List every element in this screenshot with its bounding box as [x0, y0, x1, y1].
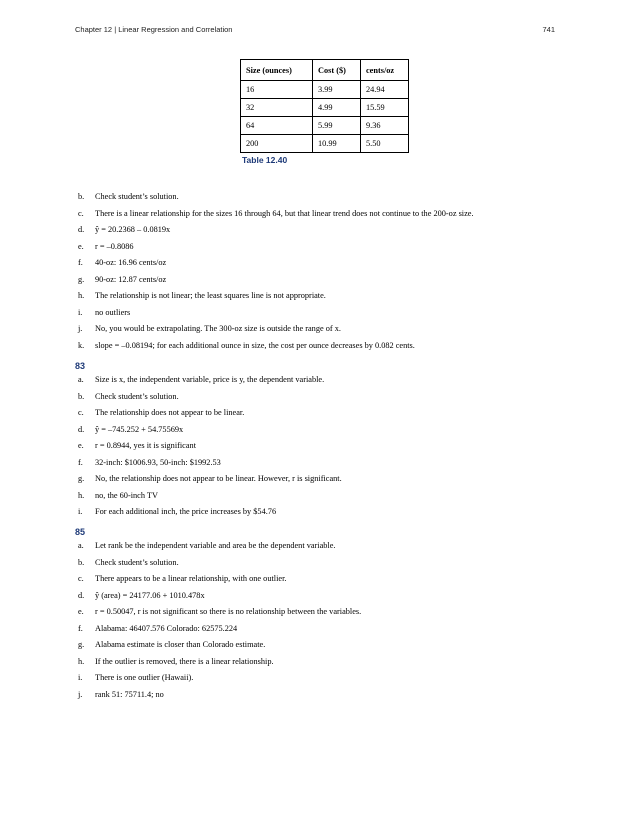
item-label: i.	[78, 307, 83, 317]
item-text: no, the 60-inch TV	[95, 490, 158, 500]
question-number-85: 85	[75, 527, 86, 537]
item-text: The relationship is not linear; the least squares line is not appropriate.	[95, 291, 326, 301]
item-label: j.	[78, 324, 83, 334]
list-item	[75, 424, 342, 441]
item-label: d.	[78, 590, 85, 600]
item-label: d.	[78, 424, 85, 434]
item-label: b.	[78, 557, 85, 567]
item-text: r = 0.8944, yes it is significant	[95, 441, 197, 451]
item-label: j.	[78, 689, 83, 699]
list-item	[75, 440, 342, 457]
item-text: If the outlier is removed, there is a linear relationship.	[95, 656, 274, 666]
data-table	[240, 59, 409, 153]
answer-list	[75, 191, 474, 356]
item-label: h.	[78, 656, 85, 666]
item-text: r = 0.50047, r is not significant so there is no relationship between the variables.	[95, 607, 362, 617]
table-caption: Table 12.40	[242, 155, 288, 165]
item-label: e.	[78, 441, 84, 451]
column-header: Size (ounces)	[241, 60, 313, 81]
item-text: The relationship does not appear to be linear.	[95, 408, 245, 418]
table-cell: 9.36	[361, 117, 409, 135]
item-label: g.	[78, 640, 85, 650]
item-text: Check student’s solution.	[95, 557, 179, 567]
list-item	[75, 407, 342, 424]
item-label: d.	[78, 225, 85, 235]
item-text: Size is x, the independent variable, price is y, the dependent variable.	[95, 375, 325, 384]
column-header: cents/oz	[361, 60, 409, 81]
question-number-83: 83	[75, 361, 86, 371]
item-text: There is a linear relationship for the sizes 16 through 64, but that linear trend does not continue to the 200-oz size.	[95, 208, 474, 218]
table-cell: 3.99	[313, 81, 361, 99]
item-label: a.	[78, 541, 84, 550]
table-row	[241, 135, 409, 153]
answer-list-85	[75, 540, 361, 705]
item-text: Check student’s solution.	[95, 391, 179, 401]
table-header-row	[241, 60, 409, 81]
answer-list-83	[75, 374, 342, 523]
item-label: i.	[78, 673, 83, 683]
list-item	[75, 506, 342, 523]
item-label: e.	[78, 241, 84, 251]
item-text: r = –0.8086	[95, 241, 134, 251]
list-item	[75, 590, 361, 607]
item-text: 40-oz: 16.96 cents/oz	[95, 258, 167, 268]
item-text: slope = –0.08194; for each additional ounce in size, the cost per ounce decreases by 0.082 cents.	[95, 340, 415, 350]
table-cell: 5.99	[313, 117, 361, 135]
table-row	[241, 117, 409, 135]
item-text: Alabama: 46407.576 Colorado: 62575.224	[95, 623, 238, 633]
list-item	[75, 241, 474, 258]
list-item	[75, 340, 474, 357]
list-item	[75, 391, 342, 408]
list-item	[75, 374, 342, 391]
item-label: c.	[78, 408, 84, 418]
item-label: i.	[78, 507, 83, 517]
list-item	[75, 573, 361, 590]
list-item	[75, 540, 361, 557]
table-cell: 15.59	[361, 99, 409, 117]
item-label: g.	[78, 474, 85, 484]
item-text: ŷ = 20.2368 – 0.0819x	[95, 225, 171, 235]
item-text: rank 51: 75711.4; no	[95, 689, 164, 699]
item-label: b.	[78, 391, 85, 401]
list-item	[75, 490, 342, 507]
list-item	[75, 672, 361, 689]
table-cell: 200	[241, 135, 313, 153]
item-text: Alabama estimate is closer than Colorado estimate.	[95, 640, 266, 650]
list-item	[75, 606, 361, 623]
item-label: f.	[78, 623, 83, 633]
running-head	[75, 25, 555, 37]
table-cell: 4.99	[313, 99, 361, 117]
item-label: c.	[78, 574, 84, 584]
item-text: ŷ (area) = 24177.06 + 1010.478x	[95, 590, 205, 600]
list-item	[75, 473, 342, 490]
item-text: 32-inch: $1006.93, 50-inch: $1992.53	[95, 457, 221, 467]
item-text: There is one outlier (Hawaii).	[95, 673, 194, 683]
chapter-title: Chapter 12 | Linear Regression and Correlation	[75, 25, 233, 34]
item-text: For each additional inch, the price increases by $54.76	[95, 507, 277, 517]
page-number: 741	[542, 25, 555, 34]
table-cell: 10.99	[313, 135, 361, 153]
list-item	[75, 689, 361, 706]
item-label: c.	[78, 208, 84, 218]
list-item	[75, 307, 474, 324]
table-row	[241, 99, 409, 117]
item-label: b.	[78, 192, 85, 201]
item-label: h.	[78, 490, 85, 500]
item-label: f.	[78, 258, 83, 268]
list-item	[75, 290, 474, 307]
item-text: Let rank be the independent variable and area be the dependent variable.	[95, 541, 336, 550]
table-cell: 5.50	[361, 135, 409, 153]
list-item	[75, 208, 474, 225]
list-item	[75, 224, 474, 241]
list-item	[75, 457, 342, 474]
list-item	[75, 323, 474, 340]
list-item	[75, 623, 361, 640]
item-text: No, the relationship does not appear to be linear. However, r is significant.	[95, 474, 342, 484]
item-label: k.	[78, 340, 85, 350]
item-label: a.	[78, 375, 84, 384]
item-label: h.	[78, 291, 85, 301]
table-cell: 64	[241, 117, 313, 135]
item-text: 90-oz: 12.87 cents/oz	[95, 274, 167, 284]
column-header: Cost ($)	[313, 60, 361, 81]
item-text: no outliers	[95, 307, 131, 317]
list-item	[75, 557, 361, 574]
item-label: f.	[78, 457, 83, 467]
item-text: There appears to be a linear relationship, with one outlier.	[95, 574, 287, 584]
list-item	[75, 274, 474, 291]
list-item	[75, 191, 474, 208]
table-cell: 32	[241, 99, 313, 117]
item-text: No, you would be extrapolating. The 300-oz size is outside the range of x.	[95, 324, 341, 334]
item-label: g.	[78, 274, 85, 284]
table-cell: 16	[241, 81, 313, 99]
list-item	[75, 639, 361, 656]
item-text: Check student’s solution.	[95, 192, 179, 201]
table-cell: 24.94	[361, 81, 409, 99]
list-item	[75, 257, 474, 274]
item-text: ŷ = –745.252 + 54.75569x	[95, 424, 184, 434]
list-item	[75, 656, 361, 673]
item-label: e.	[78, 607, 84, 617]
table-row	[241, 81, 409, 99]
